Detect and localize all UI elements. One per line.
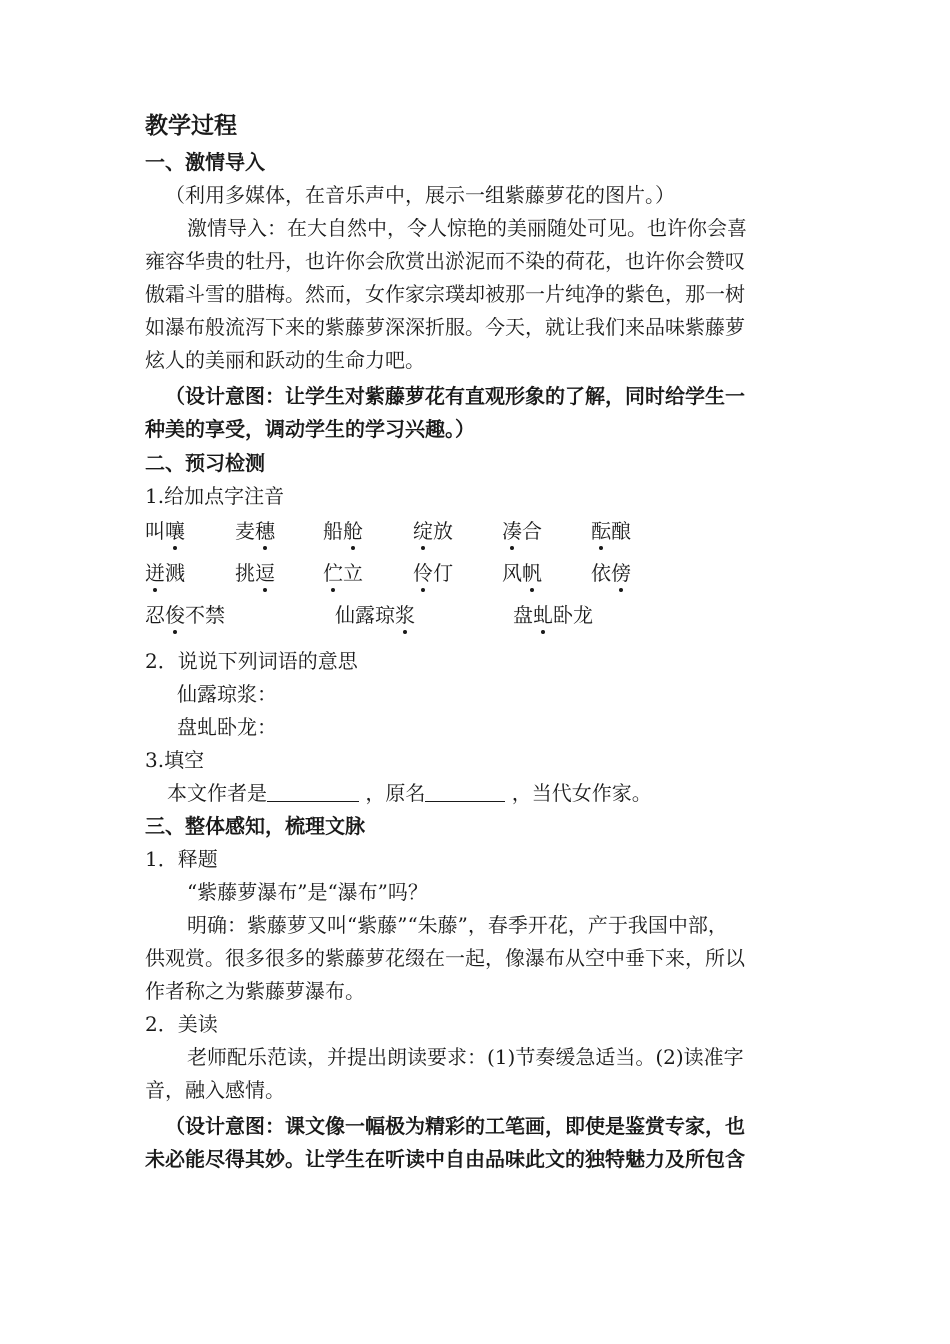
answer-line: 作者称之为紫藤萝瀑布。 — [145, 979, 365, 1003]
vocab-word: 船舱 — [323, 519, 363, 543]
fill-text: ，当代女作家。 — [511, 781, 652, 805]
dotted-char: 虬 — [533, 603, 553, 627]
question-pinyin: 1.给加点字注音 — [145, 484, 285, 508]
section-heading-1: 一、激情导入 — [145, 150, 265, 174]
vocab-idiom: 忍俊不禁 — [145, 603, 225, 627]
dotted-char: 绽 — [413, 519, 433, 543]
dotted-char: 穗 — [255, 519, 275, 543]
fill-blank-line — [145, 777, 810, 810]
vocab-word: 依傍 — [591, 561, 631, 585]
term-line: 仙露琼浆： — [177, 682, 277, 706]
author-blank[interactable] — [267, 781, 359, 802]
vocab-word: 叫嚷 — [145, 519, 185, 543]
vocab-word: 凑合 — [502, 519, 542, 543]
section-heading-2: 二、预习检测 — [145, 451, 265, 475]
section-heading-3: 三、整体感知，梳理文脉 — [145, 814, 365, 838]
title-question: “紫藤萝瀑布”是“瀑布”吗？ — [187, 880, 428, 904]
vocab-idiom: 盘虬卧龙 — [513, 603, 593, 627]
vocab-word: 伫立 — [323, 561, 363, 585]
dotted-char: 傍 — [611, 561, 631, 585]
fill-text: 本文作者是 — [167, 781, 267, 805]
dotted-char: 迸 — [145, 561, 165, 585]
vocab-word: 酝酿 — [591, 519, 631, 543]
dotted-char: 伶 — [413, 561, 433, 585]
dotted-char: 嚷 — [165, 519, 185, 543]
vocab-row-1 — [145, 516, 810, 558]
subheading-title: 1．释题 — [145, 847, 218, 871]
question-fill: 3.填空 — [145, 748, 205, 772]
reading-line: 老师配乐范读，并提出朗读要求：(1)节奏缓急适当。(2)读准字 — [187, 1045, 744, 1069]
vocab-word: 迸溅 — [145, 561, 185, 585]
intro-paragraph-line: 如瀑布般流泻下来的紫藤萝深深折服。今天，就让我们来品味紫藤萝 — [145, 315, 745, 339]
subheading-reading: 2．美读 — [145, 1012, 218, 1036]
dotted-char: 伫 — [323, 561, 343, 585]
answer-line: 供观赏。很多很多的紫藤萝花缀在一起，像瀑布从空中垂下来，所以 — [145, 946, 745, 970]
dotted-char: 凑 — [502, 519, 522, 543]
intro-paragraph-line: 傲霜斗雪的腊梅。然而，女作家宗璞却被那一片纯净的紫色，那一树 — [145, 282, 745, 306]
vocab-idiom: 仙露琼浆 — [335, 603, 415, 627]
original-name-blank[interactable] — [425, 781, 505, 802]
dotted-char: 逗 — [255, 561, 275, 585]
reading-line: 音，融入感情。 — [145, 1078, 285, 1102]
intro-paragraph-line: 雍容华贵的牡丹，也许你会欣赏出淤泥而不染的荷花，也许你会赞叹 — [145, 249, 745, 273]
intro-paragraph-line: 激情导入：在大自然中，令人惊艳的美丽随处可见。也许你会喜 — [187, 216, 747, 240]
dotted-char: 舱 — [343, 519, 363, 543]
media-note: （利用多媒体，在音乐声中，展示一组紫藤萝花的图片。） — [165, 183, 675, 207]
design-intent-line: （设计意图：让学生对紫藤萝花有直观形象的了解，同时给学生一 — [165, 384, 745, 408]
question-meaning: 2．说说下列词语的意思 — [145, 649, 358, 673]
design-intent-line: （设计意图：课文像一幅极为精彩的工笔画，即使是鉴赏专家，也 — [165, 1114, 745, 1138]
dotted-char: 浆 — [395, 603, 415, 627]
answer-line: 明确：紫藤萝又叫“紫藤”“朱藤”，春季开花，产于我国中部， — [187, 913, 728, 937]
page-title: 教学过程 — [145, 112, 237, 139]
vocab-word: 绽放 — [413, 519, 453, 543]
design-intent-line: 种美的享受，调动学生的学习兴趣。） — [145, 417, 475, 441]
intro-paragraph-line: 炫人的美丽和跃动的生命力吧。 — [145, 348, 425, 372]
vocab-word: 伶仃 — [413, 561, 453, 585]
vocab-word: 挑逗 — [235, 561, 275, 585]
fill-text: ，原名 — [365, 781, 426, 805]
dotted-char: 酝 — [591, 519, 611, 543]
vocab-row-2 — [145, 558, 810, 600]
vocab-word: 麦穗 — [235, 519, 275, 543]
document-page — [145, 108, 810, 1176]
term-line: 盘虬卧龙： — [177, 715, 277, 739]
design-intent-line: 未必能尽得其妙。让学生在听读中自由品味此文的独特魅力及所包含 — [145, 1147, 745, 1171]
vocab-row-3 — [145, 600, 810, 642]
vocab-word: 风帆 — [502, 561, 542, 585]
dotted-char: 俊 — [165, 603, 185, 627]
dotted-char: 帆 — [522, 561, 542, 585]
